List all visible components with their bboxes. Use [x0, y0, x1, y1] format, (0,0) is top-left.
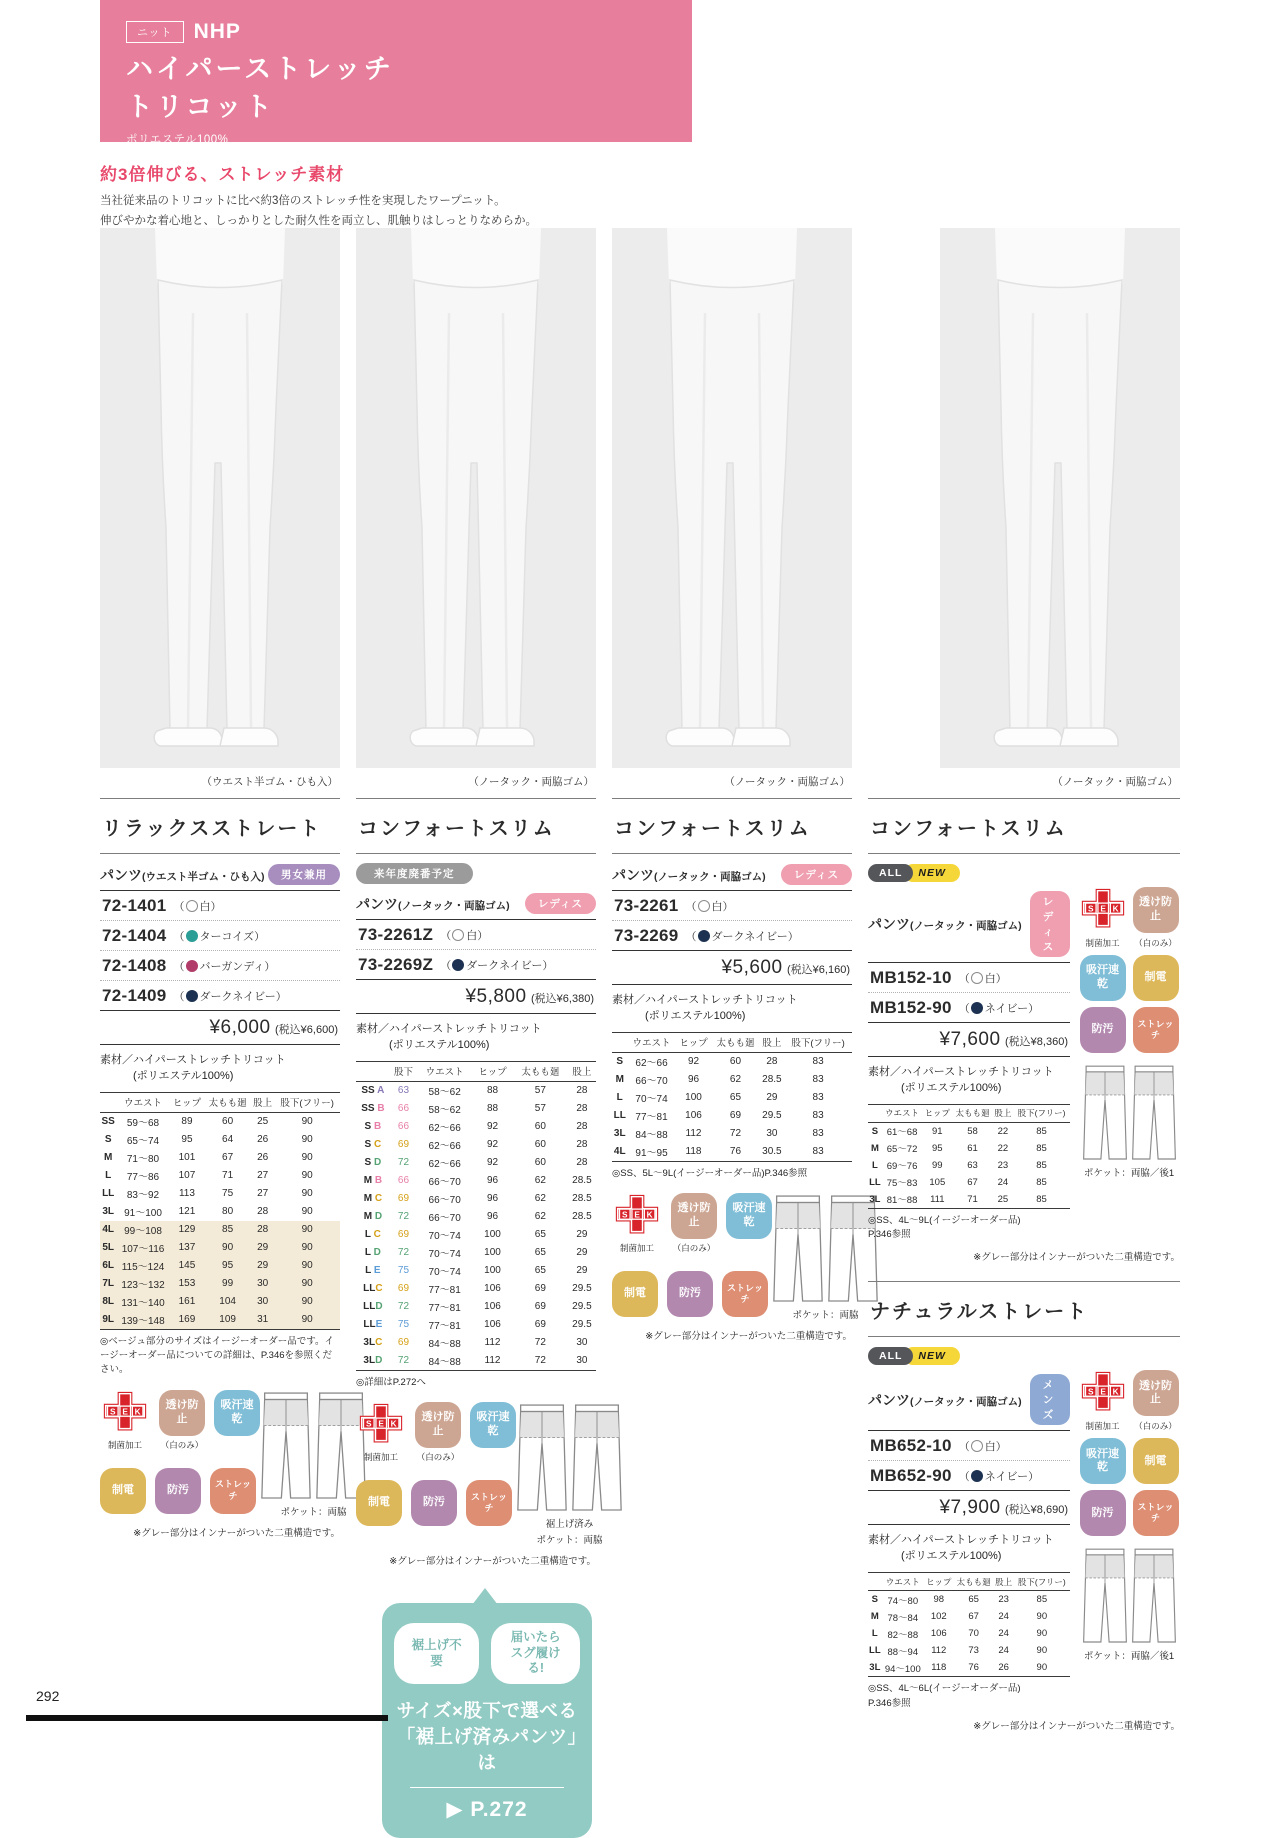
price-tax: (税込¥6,160)	[787, 964, 850, 976]
color-dot-darknavy	[452, 959, 464, 971]
pants-back-sketch	[1131, 1546, 1177, 1646]
feature-icons	[612, 1193, 859, 1322]
anti-static-icon: 制電	[100, 1468, 146, 1514]
code-row: 73-2269Z （ ダークネイビー ）	[356, 949, 596, 979]
hemmed-pants-callout	[382, 1603, 592, 1838]
product-code: 73-2261Z	[358, 924, 434, 944]
series-title-line1: ハイパーストレッチ	[126, 54, 394, 84]
stain-resistant-icon: 防汚	[1080, 1007, 1126, 1053]
moisture-wicking-icon: 吸汗速乾	[726, 1193, 772, 1239]
sek-certification-icon	[612, 1193, 662, 1239]
target-badge-ladies: レディス	[781, 864, 852, 885]
product-column-comfort-slim-z	[356, 228, 603, 1838]
sek-label: 制菌加工	[619, 1243, 654, 1254]
color-name: 白	[711, 900, 723, 913]
stretch-icon: ストレッチ	[210, 1468, 256, 1514]
stain-resistant-icon: 防汚	[411, 1480, 457, 1526]
price-row	[612, 951, 852, 985]
size-table: ウエスト ヒップ 太もも廻 股上 股下(フリー) S 62～66 92 60 28 83 M 66～70 96 62 28.5 83 L 70～74 100 65 29 83 LL 77～81 106 69 29.5 83 3L 84～88 112 72 30 83 4L 91～95 118 76 30.5 83	[612, 1032, 852, 1162]
code-row: MB652-10 （ 白 ）	[870, 1435, 1007, 1455]
inner-lining-note: ※グレー部分はインナーがついた二重構造です。	[973, 1720, 1180, 1732]
moisture-wicking-icon: 吸汗速乾	[1080, 955, 1126, 1001]
color-dot-turquoise	[186, 930, 198, 942]
product-column-relax-straight	[100, 228, 347, 1838]
material-info: 素材／ハイパーストレッチトリコット (ポリエステル100%)	[612, 994, 798, 1022]
product-column-comfort-slim	[612, 228, 859, 1838]
pocket-caption: ポケット：両脇／後1	[1083, 1168, 1175, 1179]
color-dot-navy	[971, 1470, 983, 1482]
price: ¥5,800	[465, 986, 527, 1007]
page-reference-link[interactable]: ▶ P.272	[446, 1797, 528, 1821]
price-row	[868, 1491, 1070, 1525]
color-dot-darknavy	[698, 930, 710, 942]
product-photo	[356, 228, 596, 768]
product-photo	[612, 228, 852, 768]
pants-line-drawing	[1082, 1063, 1177, 1163]
product-label: パンツ	[612, 866, 654, 883]
anti-see-through-icon: 透け防止	[159, 1390, 205, 1436]
easy-order-note: ◎ベージュ部分のサイズはイージーオーダー品です。イージーオーダー品についての詳細は、P.346を参照ください。	[100, 1335, 335, 1376]
target-badge-mens: メンズ	[1030, 1374, 1070, 1425]
price-tax: (税込¥8,360)	[1005, 1036, 1068, 1048]
code-list	[868, 963, 1070, 1023]
color-dot-white	[971, 972, 983, 984]
product-code: MB152-10	[870, 967, 952, 987]
sek-label: 制菌加工	[363, 1452, 398, 1463]
feature-icons	[100, 1390, 347, 1518]
code-list	[356, 920, 596, 980]
easy-order-note: ◎SS、4L～6L(イージーオーダー品) P.346参照	[868, 1683, 1021, 1709]
color-dot-navy	[971, 1002, 983, 1014]
anti-see-through-icon: 透け防止	[1133, 1370, 1179, 1416]
white-only-label: （白のみ）	[672, 1243, 716, 1254]
intro-heading: 約3倍伸びる、ストレッチ素材	[100, 165, 345, 184]
product-code: 73-2261	[614, 895, 679, 915]
detail-note: ◎詳細はP.272へ	[356, 1376, 426, 1388]
product-sub: (ノータック・両脇ゴム)	[398, 899, 510, 912]
new-badge: NEW	[904, 864, 960, 882]
sek-certification-icon	[1078, 1370, 1128, 1416]
price-tax: (税込¥6,600)	[275, 1024, 338, 1036]
product-label: パンツ	[100, 866, 142, 883]
inner-lining-note: ※グレー部分はインナーがついた二重構造です。	[389, 1556, 596, 1568]
callout-text: サイズ×股下で選べる 「裾上げ済みパンツ」は	[396, 1700, 578, 1773]
product-type-row	[612, 858, 852, 891]
intro-body-line2: 伸びやかな着心地と、しっかりとした耐久性を両立し、肌触りはしっとりなめらか。	[100, 214, 537, 227]
product-code: 72-1404	[102, 925, 167, 945]
sek-certification-icon	[356, 1402, 406, 1448]
code-row: 72-1409 （ ダークネイビー ）	[100, 980, 340, 1010]
material-info: 素材／ハイパーストレッチトリコット (ポリエステル100%)	[868, 1534, 1054, 1563]
color-name: ネイビー	[984, 1002, 1029, 1015]
color-name: ターコイズ	[199, 930, 255, 943]
product-code: 73-2269Z	[358, 954, 434, 974]
series-title-line2: トリコット	[126, 91, 275, 122]
code-row: MB652-90 （ ネイビー ）	[868, 1460, 1070, 1490]
color-dot-white	[698, 900, 710, 912]
target-badge-ladies: レディス	[525, 893, 596, 914]
intro-body-line1: 当社従来品のトリコットに比べ約3倍のストレッチ性を実現したワープニット。	[100, 195, 506, 207]
material-info: 素材／ハイパーストレッチトリコット (ポリエステル100%)	[100, 1054, 286, 1082]
color-name: バーガンディ	[199, 960, 265, 973]
no-hemming-pill: 裾上げ不要	[394, 1623, 479, 1684]
sek-label: 制菌加工	[1085, 938, 1120, 948]
product-columns	[100, 228, 1180, 1838]
anti-static-icon: 制電	[1133, 955, 1179, 1001]
code-row: 72-1401 （ 白 ）	[102, 895, 222, 915]
price: ¥5,600	[721, 957, 783, 978]
intro-block	[100, 160, 1000, 231]
anti-see-through-icon: 透け防止	[1133, 887, 1179, 933]
page-number: 292	[36, 1688, 60, 1704]
code-row: 72-1404 （ ターコイズ ）	[100, 920, 340, 950]
stretch-icon: ストレッチ	[1133, 1007, 1179, 1053]
color-name: ダークネイビー	[199, 990, 276, 1003]
sek-certification-icon	[100, 1390, 150, 1436]
product-photo	[100, 228, 340, 768]
style-title: コンフォートスリム	[614, 818, 811, 840]
color-name: ダークネイビー	[711, 930, 788, 943]
ready-to-wear-pill: 届いたら スグ履ける!	[491, 1623, 580, 1684]
white-only-label: （白のみ）	[1134, 938, 1177, 948]
price: ¥7,600	[939, 1029, 1001, 1050]
code-row: 73-2269 （ ダークネイビー ）	[612, 920, 852, 950]
product-code: 72-1401	[102, 895, 167, 915]
color-dot-white	[452, 929, 464, 941]
product-code: 72-1409	[102, 985, 167, 1005]
moisture-wicking-icon: 吸汗速乾	[470, 1402, 516, 1448]
price: ¥7,900	[939, 1497, 1001, 1519]
white-only-label: （白のみ）	[160, 1439, 204, 1450]
stain-resistant-icon: 防汚	[155, 1468, 201, 1514]
pants-front-sketch	[1082, 1063, 1128, 1163]
product-type-row	[868, 885, 1070, 963]
product-code: 72-1408	[102, 955, 167, 975]
price-tax: (税込¥8,690)	[1005, 1504, 1068, 1517]
code-list	[612, 891, 852, 951]
photo-caption: （ノータック・両脇ゴム）	[468, 776, 594, 788]
sek-label: 制菌加工	[1085, 1421, 1120, 1432]
price-row	[868, 1023, 1070, 1057]
photo-caption: （ノータック・両脇ゴム）	[1052, 776, 1178, 788]
pants-front-sketch	[260, 1390, 312, 1502]
style-title: リラックスストレート	[102, 818, 322, 840]
easy-order-note: ◎SS、4L～9L(イージーオーダー品) P.346参照	[868, 1214, 1021, 1241]
white-only-label: （白のみ）	[1134, 1421, 1177, 1432]
code-row: MB152-90 （ ネイビー ）	[868, 992, 1070, 1022]
style-title: ナチュラルストレート	[870, 1301, 1089, 1324]
price-tax: (税込¥6,380)	[531, 993, 594, 1005]
price-row	[100, 1011, 340, 1045]
style-title: コンフォートスリム	[870, 818, 1067, 840]
anti-static-icon: 制電	[356, 1480, 402, 1526]
product-label: パンツ	[868, 916, 910, 932]
color-name: 白	[984, 1440, 996, 1453]
photo-caption: （ノータック・両脇ゴム）	[724, 776, 850, 788]
code-row: MB152-10 （ 白 ）	[870, 967, 1007, 987]
pants-front-sketch	[516, 1402, 568, 1514]
sek-certification-icon	[1078, 887, 1128, 933]
product-label: パンツ	[356, 895, 398, 912]
pants-line-drawing	[260, 1390, 367, 1518]
moisture-wicking-icon: 吸汗速乾	[1080, 1438, 1126, 1484]
target-badge-ladies: レディス	[1030, 891, 1070, 957]
size-table: 股下 ウエスト ヒップ 太もも廻 股上 SS A 63 58～62 88 57 28 SS B 66 58～62 88 57 28 S B 66 62～66 92 60 28 S C 69 62～66 92 60 28 S D 72 62～66 92 60 28 M B 66 66～70 96 62 28.5 M C 69 66～70 96 62 28.5 M D 72 66～70 96 62 28.5 L C 69 70～74 100 65 29 L D 72 70～74 100 65 29 L E 75 70～74 100 65 29 LLC 69 77～81 106 69 29.5 LLD 72 77～81 106 69 29.5 LLE 75 77～81 106 69 29.5 3LC 69 84～88 112 72 30 3LD 72 84～88 112 72 30	[356, 1061, 596, 1371]
discontinued-badge: 来年度廃番予定	[356, 863, 473, 884]
material-info: 素材／ハイパーストレッチトリコット (ポリエステル100%)	[868, 1066, 1054, 1094]
color-dot-burgundy	[186, 960, 198, 972]
code-list	[868, 1431, 1070, 1491]
photo-caption: （ウエスト半ゴム・ひも入）	[201, 776, 338, 788]
moisture-wicking-icon: 吸汗速乾	[214, 1390, 260, 1436]
product-photo	[940, 228, 1180, 768]
all-badge: ALL	[868, 864, 913, 882]
code-list	[100, 891, 340, 1011]
color-dot-white	[186, 900, 198, 912]
product-sub: (ノータック・両脇ゴム)	[910, 1395, 1022, 1408]
price: ¥6,000	[209, 1017, 271, 1038]
pants-line-drawing	[516, 1402, 623, 1546]
new-badge: NEW	[904, 1347, 960, 1365]
color-dot-darknavy	[186, 990, 198, 1002]
product-code: MB652-90	[870, 1465, 952, 1485]
anti-see-through-icon: 透け防止	[671, 1193, 717, 1239]
product-type-row	[356, 887, 596, 920]
product-type-row	[868, 1368, 1070, 1431]
style-title: コンフォートスリム	[358, 818, 555, 840]
stain-resistant-icon: 防汚	[667, 1271, 713, 1317]
feature-icons	[1078, 885, 1180, 1242]
pocket-caption: ポケット：両脇	[792, 1310, 859, 1322]
product-code: MB152-90	[870, 997, 952, 1017]
size-table: ウエスト ヒップ 太もも廻 股上 股下(フリー) S 61～68 91 58 22 85 M 65～72 95 61 22 85 L 69～76 99 63 23 85 LL 75～83 105 67 24 85 3L 81～88 111 71 25 85	[868, 1104, 1070, 1209]
stretch-icon: ストレッチ	[466, 1480, 512, 1526]
inner-lining-note: ※グレー部分はインナーがついた二重構造です。	[133, 1527, 340, 1539]
product-type-row	[100, 858, 340, 891]
color-name: ダークネイビー	[466, 959, 543, 972]
color-name: ネイビー	[984, 1470, 1029, 1483]
product-label: パンツ	[868, 1391, 910, 1408]
inner-lining-note: ※グレー部分はインナーがついた二重構造です。	[973, 1252, 1180, 1264]
product-sub: (ウエスト半ゴム・ひも入)	[142, 870, 265, 883]
code-row: 72-1408 （ バーガンディ ）	[100, 950, 340, 980]
stain-resistant-icon: 防汚	[1080, 1490, 1126, 1536]
product-sub: (ノータック・両脇ゴム)	[910, 920, 1022, 932]
pants-back-sketch	[1131, 1063, 1177, 1163]
pants-line-drawing	[772, 1193, 879, 1321]
stretch-icon: ストレッチ	[1133, 1490, 1179, 1536]
product-code: 73-2269	[614, 925, 679, 945]
code-row: 73-2261 （ 白 ）	[614, 895, 734, 915]
product-code: MB652-10	[870, 1435, 952, 1455]
pants-line-drawing	[1082, 1546, 1177, 1646]
pocket-caption: ポケット：両脇	[280, 1506, 347, 1518]
color-name: 白	[199, 900, 211, 913]
code-row: 73-2261Z （ 白 ）	[358, 924, 489, 944]
size-table: ウエスト ヒップ 太もも廻 股上 股下(フリー) S 74～80 98 65 23 85 M 78～84 102 67 24 90 L 82～88 106 70 24 90 LL 88～94 112 73 24 90 3L 94～100 118 76 26 90	[868, 1572, 1070, 1677]
anti-see-through-icon: 透け防止	[415, 1402, 461, 1448]
pants-front-sketch	[772, 1193, 824, 1305]
product-column-mb-series	[868, 228, 1180, 1838]
series-header	[100, 0, 692, 146]
pocket-caption: ポケット：両脇／後1	[1083, 1651, 1175, 1663]
feature-icons	[356, 1402, 603, 1547]
color-dot-white	[971, 1440, 983, 1452]
hemmed-caption: 裾上げ済み	[545, 1519, 594, 1531]
stretch-icon: ストレッチ	[722, 1271, 768, 1317]
color-name: 白	[466, 929, 478, 942]
size-table: ウエスト ヒップ 太もも廻 股上 股下(フリー) SS 59～68 89 60 25 90 S 65～74 95 64 26 90 M 71～80 101 67 26 90 L 77～86 107 71 27 90 LL 83～92 113 75 27 90 3L 91～100 121 80 28 90 4L 99～108 129 85 28 90 5L 107～116 137 90 29 90 6L 115～124 145 95 29 90 7L 123～132 153 99 30 90 8L 131～140 161 104 30 90 9L 139～148 169 109 31 90	[100, 1092, 340, 1330]
page-footer-bar	[26, 1715, 388, 1721]
white-only-label: （白のみ）	[416, 1452, 460, 1463]
target-badge-unisex: 男女兼用	[268, 864, 340, 885]
brand-code: NHP	[193, 20, 241, 43]
easy-order-note: ◎SS、5L～9L(イージーオーダー品)P.346参照	[612, 1167, 808, 1179]
feature-icons	[1078, 1368, 1180, 1710]
material-info: 素材／ハイパーストレッチトリコット (ポリエステル100%)	[356, 1023, 542, 1051]
anti-static-icon: 制電	[612, 1271, 658, 1317]
price-row	[356, 980, 596, 1014]
anti-static-icon: 制電	[1133, 1438, 1179, 1484]
inner-lining-note: ※グレー部分はインナーがついた二重構造です。	[645, 1331, 852, 1343]
product-sub: (ノータック・両脇ゴム)	[654, 870, 766, 883]
pocket-caption: ポケット：両脇	[536, 1535, 603, 1547]
all-badge: ALL	[868, 1347, 913, 1365]
color-name: 白	[984, 972, 996, 985]
pants-front-sketch	[1082, 1546, 1128, 1646]
knit-badge: ニット	[126, 21, 184, 43]
sek-label: 制菌加工	[107, 1439, 142, 1450]
series-material-label: ポリエステル100%	[126, 133, 229, 146]
